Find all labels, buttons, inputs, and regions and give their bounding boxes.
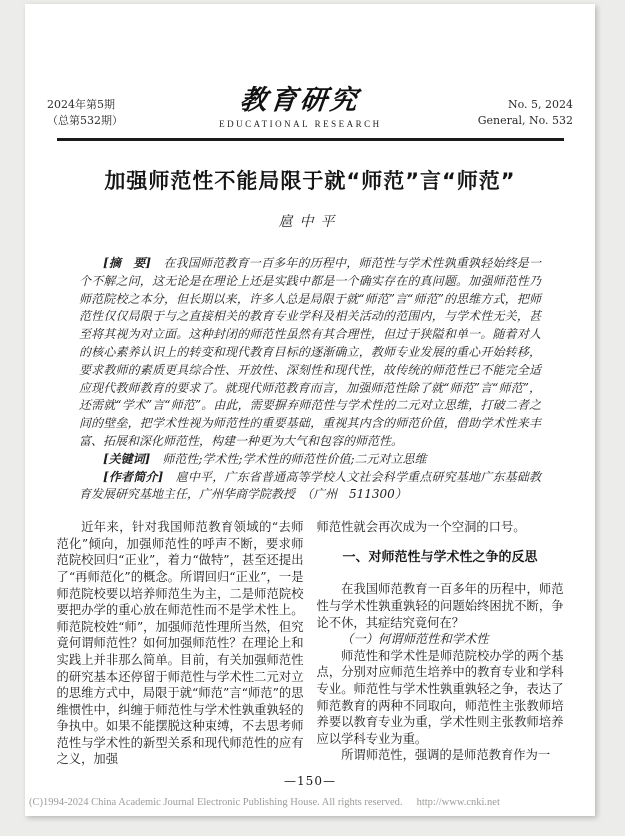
abstract-text: 在我国师范教育一百多年的历程中，师范性与学术性孰重孰轻始终是一个不解之问，这无论是在理论上还是实践中都是一个确实存在的真问题。加强师范性乃师范院校之本分，但长期以来，许多人总是局限于就“师范”言“师范”的思维方式，把师范性仅仅局限于与之直接相关的教育专业学科及相关活动的范围内，与学术性无关，甚至将其视为对立面。这种封闭的师范性虽然有其合理性，但过于狭隘和单一。随着对人的核心素养认识上的转变和现代教育目标的逐渐确立，教师专业发展的重心开始转移，要求教师的素质更具综合性、开放性、深刻性和现代性，故传统的师范性已不能完全适应现代教师教育的要求了。就现代师范教育而言，加强师范性除了就“师范”言“师范”，还需就“学术”言“师范”。由此，需要摒弃师范性与学术性的二元对立思维，打破二者之间的壁垒，把学术性视为师范性的重要基础，重视其内含的师范价值，借助学术性来丰富、拓展和深化师范性，构建一种更为大气和包容的师范性。 <box>79 256 541 448</box>
journal-page <box>25 4 595 816</box>
copyright-line <box>29 797 591 808</box>
keywords-label: [关键词] <box>103 451 163 466</box>
issue-total-cn: （总第532期） <box>47 114 123 127</box>
journal-logo <box>219 78 381 129</box>
section-heading: 一、对师范性与学术性之争的反思 <box>342 549 538 565</box>
issue-number-en: No. 5, 2024 <box>507 98 573 111</box>
right-column <box>317 519 564 768</box>
copyright-url: http://www.cnki.net <box>416 797 500 808</box>
article-author: 扈中平 <box>278 214 342 230</box>
keywords-text: 师范性;学术性;学术性的师范性价值;二元对立思维 <box>162 451 427 466</box>
journal-logo-title: 教育研究 <box>238 85 362 116</box>
journal-header <box>25 4 595 129</box>
article-title: 加强师范性不能局限于就“师范”言“师范” <box>104 169 516 193</box>
copyright-text: (C)1994-2024 China Academic Journal Electronic Publishing House. All rights reserved. <box>29 797 403 808</box>
issue-total-en: General, No. 532 <box>477 114 573 127</box>
body-paragraph-continuation: 师范性就会再次成为一个空洞的口号。 <box>316 520 526 535</box>
abstract-paragraph <box>79 255 541 451</box>
issue-info-cn <box>47 97 123 129</box>
author-bio-label: [作者简介] <box>103 469 176 484</box>
issue-info-en <box>478 97 573 129</box>
subsection-heading: （一）何谓师范性和学术性 <box>341 632 489 647</box>
header-rule <box>57 138 564 141</box>
body-paragraph: 师范性和学术性是师范院校办学的两个基点，分别对应师范生培养中的教育专业和学科专业。师范性与学术性孰重孰轻之争，表达了师范教育的两种不同取向，师范性主张教师培养要以教育专业为重，学术性则主张教师培养应以学科专业为重。 <box>316 648 564 746</box>
left-column <box>57 519 304 768</box>
page-number: —150— <box>284 774 336 788</box>
keywords-line <box>79 451 541 469</box>
abstract-section <box>79 255 541 504</box>
abstract-label: [摘 要] <box>103 256 164 270</box>
journal-logo-subtitle: EDUCATIONAL RESEARCH <box>219 119 382 129</box>
body-paragraph: 所谓师范性，强调的是师范教育作为一 <box>341 748 551 763</box>
author-bio-text: 扈中平，广东省普通高等学校人文社会科学重点研究基地广东基础教育发展研究基地主任，广州华商学院教授 （广州 511300） <box>79 469 541 502</box>
body-columns <box>57 519 564 768</box>
body-paragraph: 在我国师范教育一百多年的历程中，师范性与学术性孰重孰轻的问题始终困扰不断，争论不休，其症结究竟何在？ <box>316 582 564 630</box>
body-paragraph: 近年来，针对我国师范教育领域的“去师范化”倾向，加强师范性的呼声不断，要求师范院校回归“正业”，着力“做特”，甚至还提出了“再师范化”的概念。所谓回归“正业”，一是师范院校要以培养师范生为主，二是师范院校要把办学的重心放在师范性而不是学术性上。师范院校姓“师”，加强师范性理所当然，但究竟何谓师范性？如何加强师范性？在理论上和实践上并非那么简单。目前，有关加强师范性的研究基本还停留于师范性与学术性二元对立的思维方式中，局限于就“师范”言“师范”的思维惯性中，纠缠于师范性与学术性孰重孰轻的争执中。如果不能摆脱这种束缚，不去思考师范性与学术性的新型关系和现代师范性的应有之义，加强 <box>56 520 304 767</box>
author-bio-line <box>79 469 541 505</box>
issue-number-cn: 2024年第5期 <box>47 98 115 111</box>
